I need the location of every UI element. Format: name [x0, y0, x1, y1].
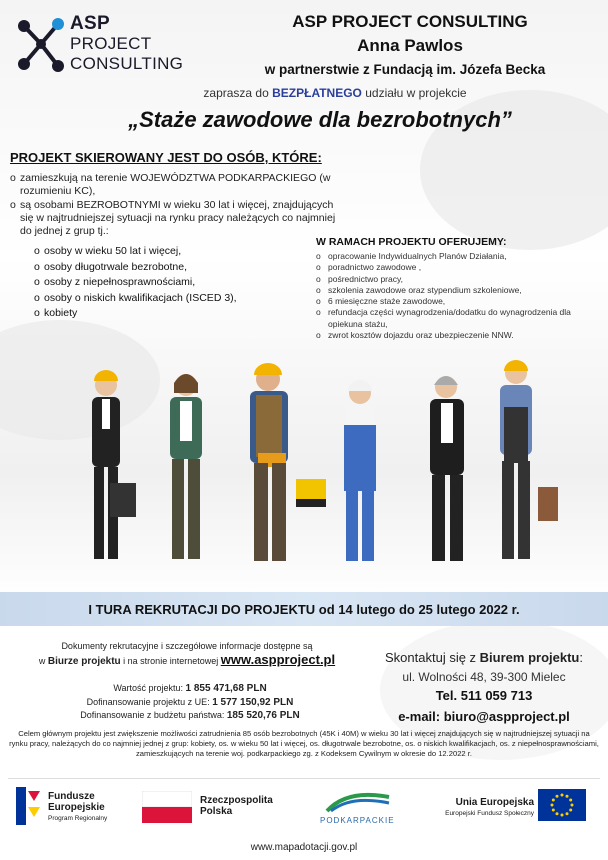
funding-logos [8, 778, 600, 833]
asp-logo [14, 12, 184, 82]
target-heading: PROJEKT SKIEROWANY JEST DO OSÓB, KTÓRE: [10, 150, 322, 165]
workers-illustration [70, 355, 570, 585]
group-item: o osoby długotrwale bezrobotne, [34, 260, 188, 273]
invite-line [180, 86, 490, 100]
group-item-text: kobiety [44, 307, 78, 319]
worker-4-figure [344, 380, 376, 561]
worker-6-figure [500, 360, 558, 559]
organizer-name: ASP PROJECT CONSULTING [292, 12, 528, 31]
target-item-text: są osobami BEZROBOTNYMI w wieku 30 lat i więcej, znajdujących się w najtrudniejszej sytuacji na rynku pracy należących co najmniej do jednej z grup tj.: [20, 199, 336, 237]
group-item-text: osoby w wieku 50 lat i więcej, [44, 245, 182, 257]
target-item-text: zamieszkują na terenie WOJEWÓDZTWA PODKARPACKIEGO (w rozumieniu KC), [20, 172, 331, 197]
value-state [40, 709, 340, 723]
website-link[interactable]: www.aspproject.pl [220, 652, 336, 667]
documents-line-1: Dokumenty rekrutacyjne i szczegółowe informacje dostępne są [61, 641, 313, 651]
fe-line-3: Program Regionalny [48, 815, 108, 822]
value-total [40, 682, 340, 696]
invite-post: udziału w projekcie [361, 86, 467, 100]
documents-info [12, 640, 362, 668]
logo-line-1: ASP [70, 13, 110, 34]
eu-flag-icon [538, 789, 586, 821]
value-amount: 185 520,76 PLN [226, 710, 300, 721]
offer-item: o refundacja części wynagrodzenia/dodatku do wynagrodzenia dla opiekuna stażu, [316, 307, 571, 329]
group-item-text: osoby o niskich kwalifikacjach (ISCED 3), [44, 291, 237, 304]
contact-email[interactable]: e-mail: biuro@aspproject.pl [398, 709, 570, 724]
group-item: o kobiety [34, 307, 78, 319]
target-item: o zamieszkują na terenie WOJEWÓDZTWA PODKARPACKIEGO (w rozumieniu KC), [10, 172, 331, 197]
offer-list [316, 251, 606, 341]
ue-line-2: Europejski Fundusz Społeczny [445, 810, 534, 817]
documents-mid: i na stronie internetowej [120, 656, 221, 666]
group-item-text: osoby z niepełnosprawnościami, [44, 276, 196, 288]
project-goal: Celem głównym projektu jest zwiększenie możliwości zatrudnienia 85 osób bezrobotnych (45K i 40M) w wieku 30 lat i więcej znajdujących się w najtrudniejszej sytuacji na rynku pracy, należących do co najmniej jednej z grup: kobiety, os. w wieku 50 lat i więcej, os. długotrwale bezrobotne, os. o niskich kwalifikacjach, os. z niepełnosprawnościami, zamieszkujących na terenie woj. podkarpackiego zg. z Kodeksem Cywilnym w okresie do 12.2022 r. [9, 729, 599, 759]
fe-logo-icon [16, 787, 44, 825]
contact-pre: Skontaktuj się z [385, 650, 480, 665]
documents-line-2 [12, 653, 362, 668]
offer-item-text: refundacja części wynagrodzenia/dodatku do wynagrodzenia dla opiekuna stażu, [328, 307, 571, 329]
offer-item: o pośrednictwo pracy, [316, 273, 403, 284]
ue-logo-text [428, 797, 534, 819]
offer-heading: W RAMACH PROJEKTU OFERUJEMY: [316, 236, 507, 248]
worker-5-figure [430, 376, 464, 561]
value-label: Dofinansowanie z budżetu państwa: [80, 710, 227, 720]
value-amount: 1 577 150,92 PLN [212, 696, 294, 708]
partner-line: w partnerstwie z Fundacją im. Józefa Becka [264, 62, 546, 77]
fe-line-2: Europejskie [48, 802, 105, 813]
invite-free: BEZPŁATNEGO [272, 86, 362, 100]
group-item: o osoby w wieku 50 lat i więcej, [34, 245, 182, 257]
organizer-person: Anna Pawlos [357, 36, 463, 55]
value-eu [40, 696, 340, 710]
offer-item-text: zwrot kosztów dojazdu oraz ubezpieczenie NNW. [328, 330, 514, 341]
value-amount: 1 855 471,68 PLN [185, 683, 267, 694]
offer-item: o opracowanie Indywidualnych Planów Działania, [316, 251, 507, 261]
target-groups [34, 244, 237, 322]
rp-line-1: Rzeczpospolita [200, 795, 273, 806]
offer-item: o szkolenia zawodowe oraz stypendium szkoleniowe, [316, 284, 522, 295]
logo-wordmark [70, 14, 183, 74]
offer-item: o poradnictwo zawodowe , [316, 262, 422, 273]
offer-item-text: poradnictwo zawodowe , [328, 262, 422, 273]
logo-line-2: PROJECT [70, 34, 152, 53]
documents-pre: w [38, 656, 48, 666]
fe-logo-text [48, 791, 107, 824]
offer-item-text: szkolenia zawodowe oraz stypendium szkoleniowe, [328, 284, 522, 295]
ue-line-1: Unia Europejska [455, 797, 534, 808]
footer-website[interactable]: www.mapadotacji.gov.pl [250, 842, 358, 853]
contact-heading: Skontaktuj się z Biurem projektu: [385, 650, 583, 665]
fe-line-1: Fundusze [48, 791, 95, 802]
offer-item-text: opracowanie Indywidualnych Planów Działania, [328, 251, 507, 261]
documents-office: Biurze projektu [47, 656, 121, 667]
group-item: o osoby o niskich kwalifikacjach (ISCED 3), [34, 291, 237, 304]
contact-office: Biurem projektu [479, 650, 580, 665]
poland-flag-icon [142, 791, 192, 823]
group-item-text: osoby długotrwale bezrobotne, [44, 260, 188, 273]
value-label: Dofinansowanie projektu z UE: [86, 696, 213, 707]
offer-item-text: pośrednictwo pracy, [328, 273, 403, 284]
podkarpackie-text: PODKARPACKIE [320, 816, 395, 825]
offer-item: o 6 miesięczne staże zawodowe, [316, 296, 446, 307]
group-item: o osoby z niepełnosprawnościami, [34, 276, 196, 288]
project-title: „Staże zawodowe dla bezrobotnych” [128, 107, 512, 132]
contact-phone[interactable]: Tel. 511 059 713 [435, 688, 533, 703]
rp-line-2: Polska [200, 806, 233, 817]
target-list [10, 172, 340, 239]
worker-2-figure [170, 374, 202, 559]
contact-address: ul. Wolności 48, 39-300 Mielec [402, 670, 566, 684]
logo-line-3: CONSULTING [70, 54, 184, 73]
project-values [40, 682, 340, 723]
worker-3-figure [250, 363, 326, 561]
podkarpackie-logo-icon [323, 789, 393, 813]
offer-item-text: 6 miesięczne staże zawodowe, [328, 296, 446, 307]
asp-molecule-icon [14, 12, 68, 78]
offer-item: o zwrot kosztów dojazdu oraz ubezpieczenie NNW. [316, 330, 514, 341]
invite-pre: zaprasza do [203, 86, 273, 100]
rp-logo-text [200, 795, 273, 817]
target-item: o są osobami BEZROBOTNYMI w wieku 30 lat i więcej, znajdujących się w najtrudniejszej sytuacji na rynku pracy należących co najmniej do jednej z grup tj.: [10, 199, 336, 237]
value-label: Wartość projektu: [113, 683, 186, 693]
recruitment-dates: I TURA REKRUTACJI DO PROJEKTU od 14 lutego do 25 lutego 2022 r. [88, 602, 520, 617]
worker-1-figure [92, 370, 136, 559]
